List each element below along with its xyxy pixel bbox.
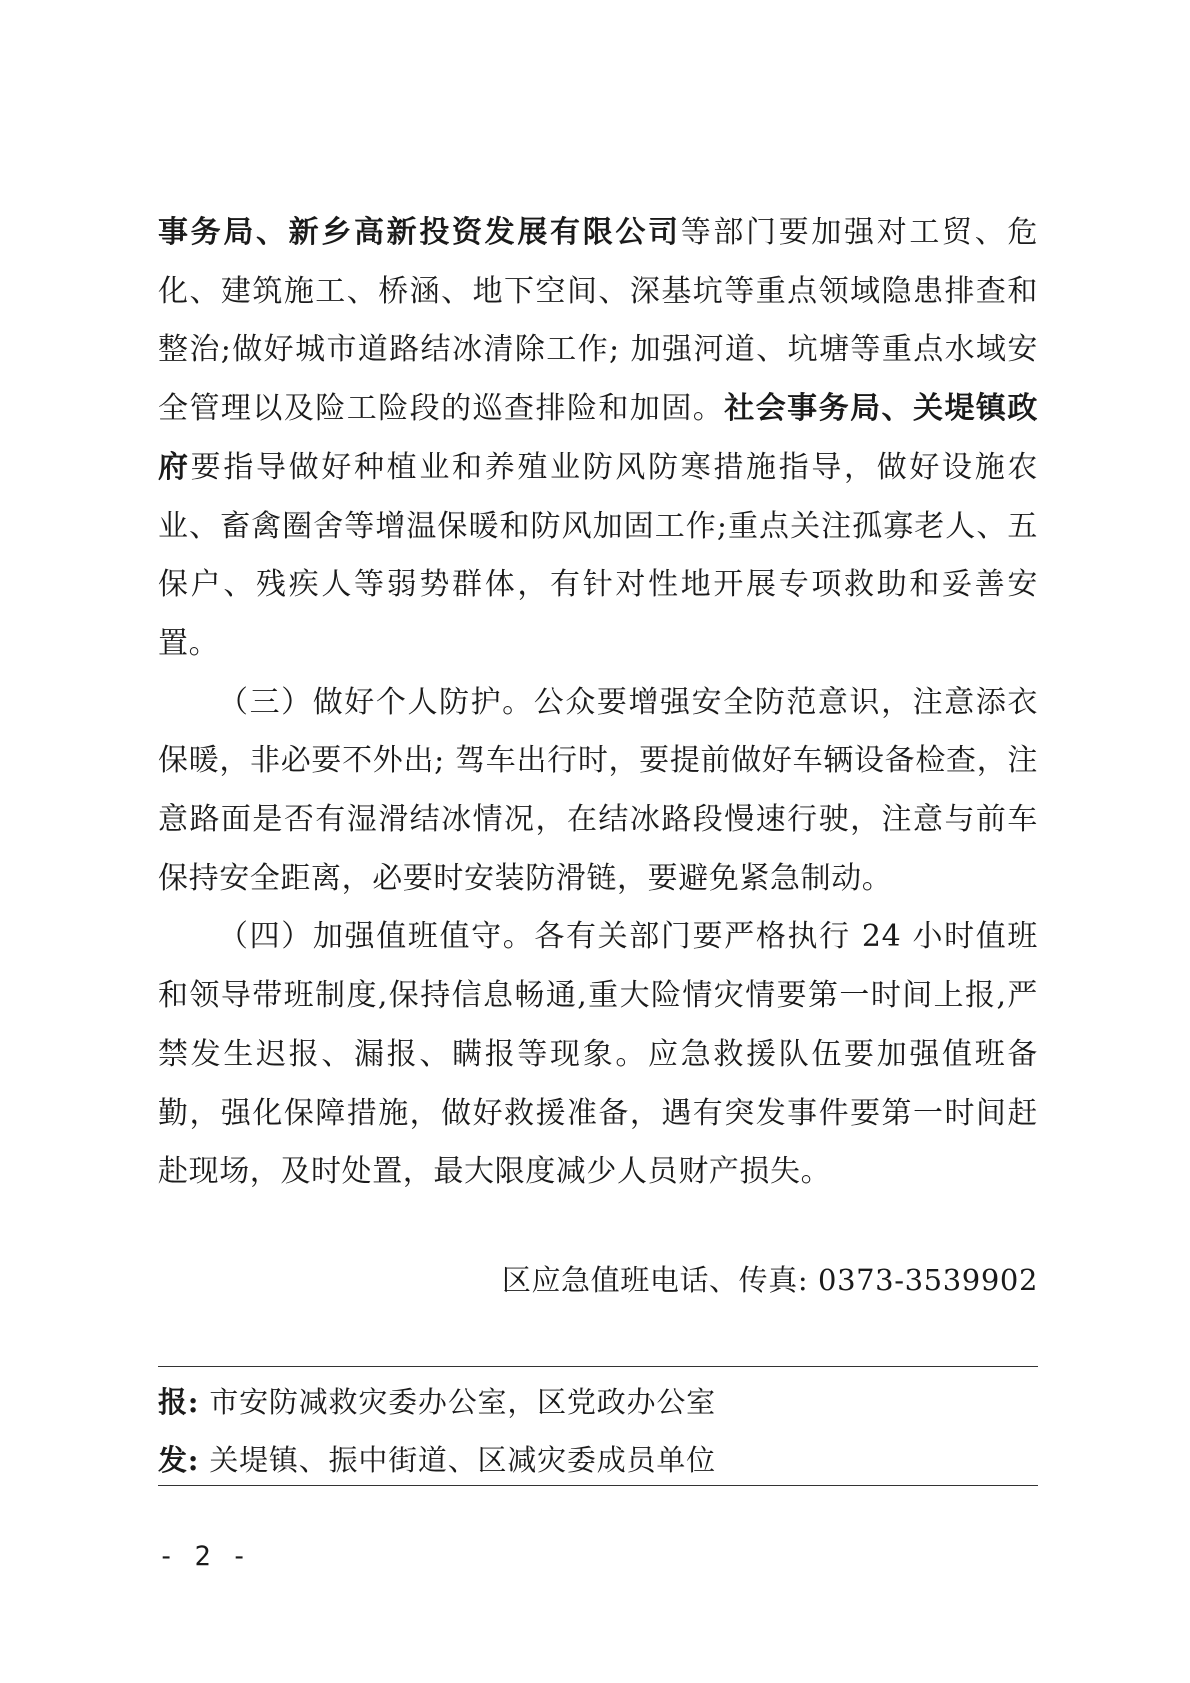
send-recipients: 关堤镇、振中街道、区减灾委成员单位 [199, 1443, 716, 1477]
bold-departments-1: 事务局、新乡高新投资发展有限公司 [158, 215, 681, 250]
paragraph-1-text-b: 要指导做好种植业和养殖业防风防寒措施指导，做好设施农业、畜禽圈舍等增温保暖和防风加固工作;重点关注孤寡老人、五保户、残疾人等弱势群体，有针对性地开展专项救助和妥善安置。 [158, 449, 1038, 661]
bold-departments-2: 社会事务局、关堤镇政府 [158, 391, 1038, 485]
paragraph-personal-protection: （三）做好个人防护。公众要增强安全防范意识，注意添衣保暖，非必要不外出; 驾车出行时，要提前做好车辆设备检查，注意路面是否有湿滑结冰情况，在结冰路段慢速行驶，注意与前车保持安全距离，必要时安装防滑链，要避免紧急制动。 [158, 684, 1038, 896]
document-body [158, 204, 1038, 1202]
divider-bottom [158, 1485, 1038, 1486]
paragraph-1-text-a: 等部门要加强对工贸、危化、建筑施工、桥涵、地下空间、深基坑等重点领域隐患排查和整治;做好城市道路结冰清除工作; 加强河道、坑塘等重点水域安全管理以及险工险段的巡查排险和加固。 [158, 215, 1038, 427]
report-to-line [158, 1380, 716, 1421]
report-recipients: 市安防减救灾委办公室，区党政办公室 [199, 1385, 716, 1419]
page-number: - 2 - [158, 1541, 250, 1572]
divider-top [158, 1366, 1038, 1367]
paragraph-1 [158, 204, 1038, 674]
paragraph-duty-watch: （四）加强值班值守。各有关部门要严格执行 24 小时值班和领导带班制度,保持信息畅通,重大险情灾情要第一时间上报,严禁发生迟报、漏报、瞒报等现象。应急救援队伍要加强值班备勤，强化保障措施，做好救援准备，遇有突发事件要第一时间赶赴现场，及时处置，最大限度减少人员财产损失。 [158, 919, 1038, 1190]
emergency-contact: 区应急值班电话、传真: 0373-3539902 [501, 1263, 1038, 1297]
send-label: 发: [158, 1443, 200, 1477]
report-label: 报: [158, 1385, 200, 1419]
send-to-line [158, 1438, 716, 1479]
